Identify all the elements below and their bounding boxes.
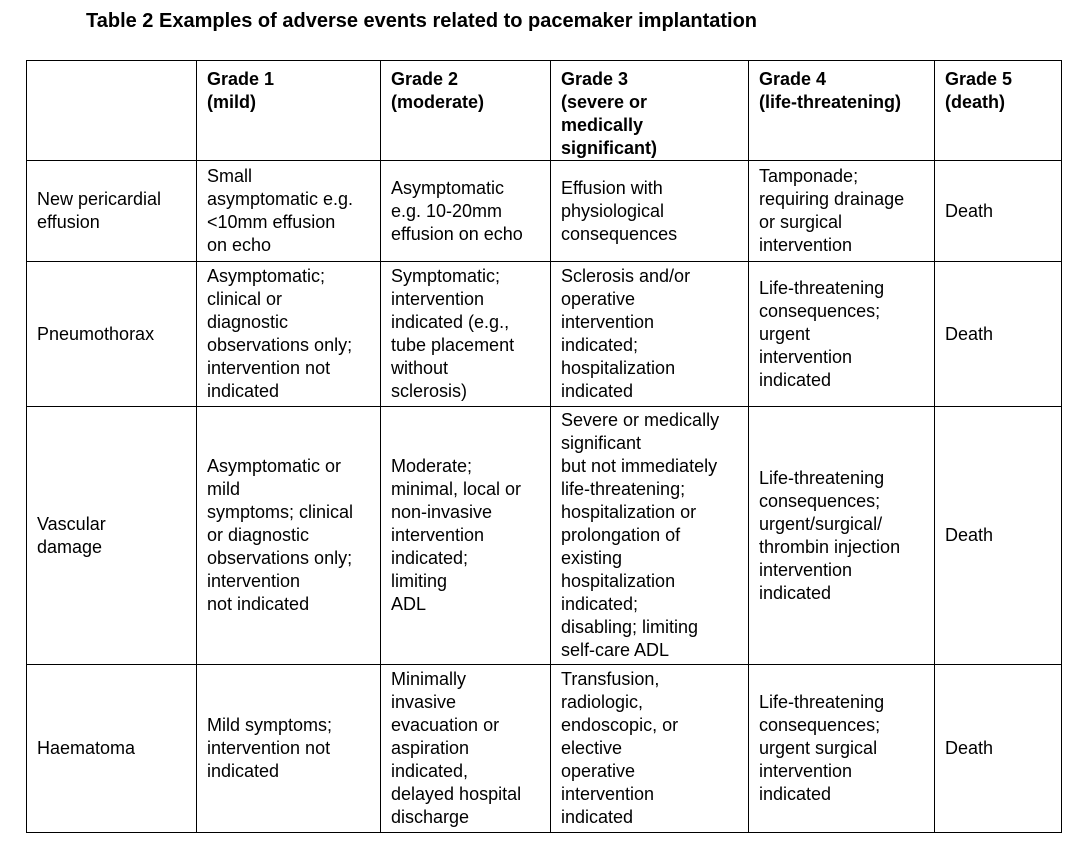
adverse-events-table: [26, 60, 1062, 833]
header-grade-4: Grade 4 (life-threatening): [749, 61, 935, 161]
table-cell: Tamponade; requiring drainage or surgical intervention: [749, 161, 935, 262]
table-cell: Sclerosis and/or operative intervention indicated; hospitalization indicated: [551, 262, 749, 407]
table-row: [27, 262, 1062, 407]
row-label: Pneumothorax: [27, 262, 197, 407]
header-row: [27, 61, 1062, 161]
row-label: Vascular damage: [27, 407, 197, 665]
table-cell: Asymptomatic; clinical or diagnostic observations only; intervention not indicated: [197, 262, 381, 407]
table-cell: Life-threatening consequences; urgent/surgical/ thrombin injection intervention indicated: [749, 407, 935, 665]
header-cell-empty: [27, 61, 197, 161]
table-cell: Moderate; minimal, local or non-invasive intervention indicated; limiting ADL: [381, 407, 551, 665]
table-cell: Death: [935, 161, 1062, 262]
row-label: New pericardial effusion: [27, 161, 197, 262]
table-cell: Mild symptoms; intervention not indicated: [197, 665, 381, 833]
table-cell: Asymptomatic e.g. 10-20mm effusion on echo: [381, 161, 551, 262]
row-label: Haematoma: [27, 665, 197, 833]
table-cell: Death: [935, 262, 1062, 407]
table-row: [27, 161, 1062, 262]
table-cell: Transfusion, radiologic, endoscopic, or elective operative intervention indicated: [551, 665, 749, 833]
table-title: Table 2 Examples of adverse events related to pacemaker implantation: [86, 10, 758, 32]
header-grade-1: Grade 1 (mild): [197, 61, 381, 161]
table-cell: Death: [935, 665, 1062, 833]
table-cell: Symptomatic; intervention indicated (e.g., tube placement without sclerosis): [381, 262, 551, 407]
header-grade-2: Grade 2 (moderate): [381, 61, 551, 161]
table-cell: Effusion with physiological consequences: [551, 161, 749, 262]
table-cell: Minimally invasive evacuation or aspiration indicated, delayed hospital discharge: [381, 665, 551, 833]
table-cell: Death: [935, 407, 1062, 665]
table-cell: Life-threatening consequences; urgent intervention indicated: [749, 262, 935, 407]
table-cell: Severe or medically significant but not immediately life-threatening; hospitalization or prolongation of existing hospitalization indicated; disabling; limiting self-care ADL: [551, 407, 749, 665]
table-row: [27, 407, 1062, 665]
table-cell: Asymptomatic or mild symptoms; clinical or diagnostic observations only; intervention not indicated: [197, 407, 381, 665]
table-cell: Small asymptomatic e.g. <10mm effusion on echo: [197, 161, 381, 262]
header-grade-3: Grade 3 (severe or medically significant): [551, 61, 749, 161]
table-row: [27, 665, 1062, 833]
table-cell: Life-threatening consequences; urgent surgical intervention indicated: [749, 665, 935, 833]
header-grade-5: Grade 5 (death): [935, 61, 1062, 161]
